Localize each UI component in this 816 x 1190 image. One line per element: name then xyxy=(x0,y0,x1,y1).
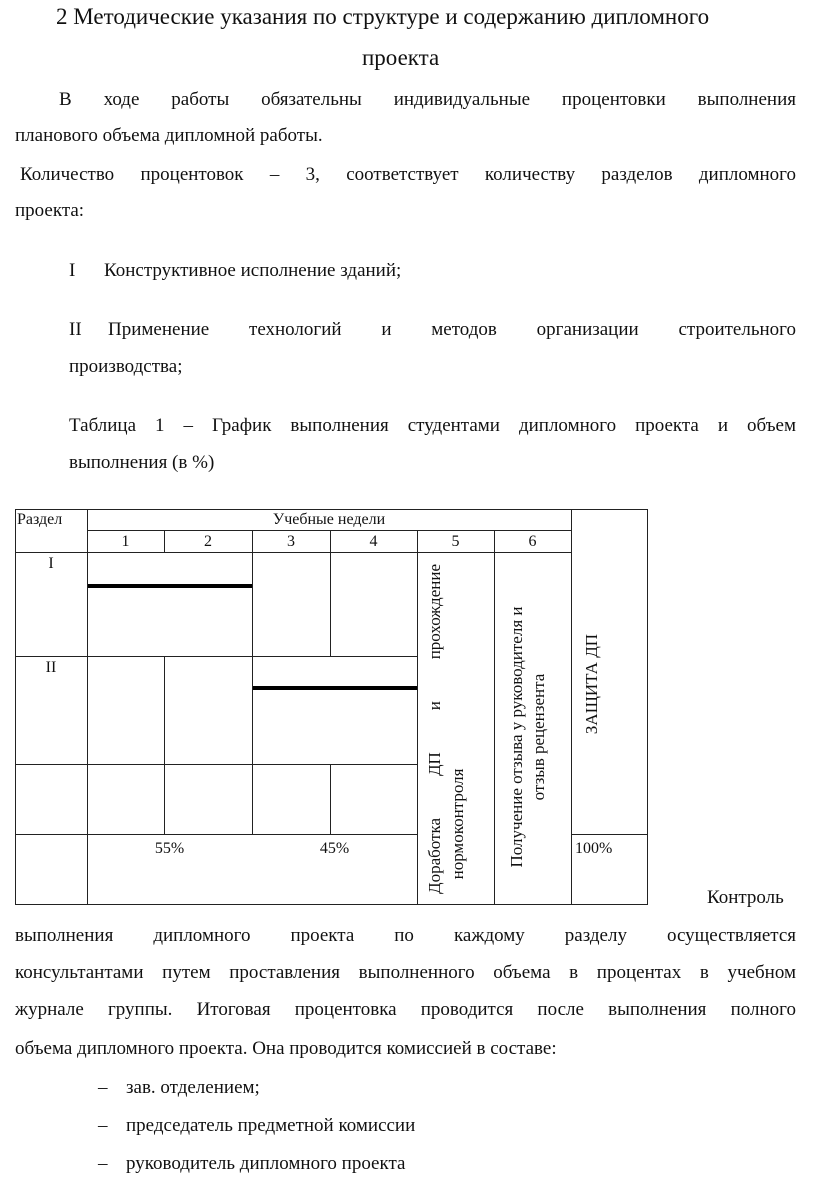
section-2-line-2: производства; xyxy=(69,356,183,377)
week-6: 6 xyxy=(528,533,537,550)
week-4: 4 xyxy=(369,533,378,550)
percent-45: 45% xyxy=(319,840,350,857)
week-2: 2 xyxy=(204,533,212,550)
para1-line-2: планового объема дипломной работы. xyxy=(15,125,323,146)
commission-item-3: руководитель дипломного проекта xyxy=(126,1153,406,1174)
after-table-line-3: журнале группы. Итоговая процентовка проводится после выполнения полного xyxy=(15,999,796,1020)
section-1-number: I xyxy=(69,260,76,281)
after-table-line-2: консультантами путем проставления выполненного объема в процентах в учебном xyxy=(15,962,796,983)
table-caption-line-2: выполнения (в %) xyxy=(69,452,215,473)
section-2-line-1: Применение технологий и методов организации строительного xyxy=(108,319,796,340)
heading-line-1: 2 Методические указания по структуре и содержанию дипломного xyxy=(56,4,710,29)
para2-line-1: Количество процентовок – 3, соответствует количеству разделов дипломного xyxy=(20,164,796,185)
col6-text-line-2: отзыв рецензента xyxy=(529,673,548,801)
percent-100: 100% xyxy=(575,840,613,857)
section-1-text: Конструктивное исполнение зданий; xyxy=(104,260,402,281)
section-2-number: II xyxy=(69,319,82,340)
col5-text-line-1: Доработка ДП и прохождение xyxy=(425,564,444,894)
week-1: 1 xyxy=(121,533,130,550)
header-weeks: Учебные недели xyxy=(272,511,386,528)
week-3: 3 xyxy=(287,533,295,550)
table-caption-line-1: Таблица 1 – График выполнения студентами дипломного проекта и объем xyxy=(69,415,796,436)
row-label-2: II xyxy=(45,659,57,676)
para1-line-1: В ходе работы обязательны индивидуальные процентовки выполнения xyxy=(59,89,796,110)
commission-dash-2: – xyxy=(98,1115,108,1136)
after-table-line-4: объема дипломного проекта. Она проводится комиссией в составе: xyxy=(15,1038,557,1059)
header-section: Раздел xyxy=(17,511,63,528)
col7-defense-text: ЗАЩИТА ДП xyxy=(582,633,601,735)
para2-line-2: проекта: xyxy=(15,200,85,221)
row-label-1: I xyxy=(48,555,54,572)
commission-item-1: зав. отделением; xyxy=(126,1077,260,1098)
col5-text-line-2: нормоконтроля xyxy=(448,768,467,880)
after-table-lead: Контроль xyxy=(707,887,784,908)
heading-line-2: проекта xyxy=(362,45,440,70)
gantt-bar-section-2 xyxy=(253,686,417,690)
commission-dash-1: – xyxy=(98,1077,108,1098)
gantt-bar-section-1 xyxy=(88,584,252,588)
commission-dash-3: – xyxy=(98,1153,108,1174)
after-table-line-1: выполнения дипломного проекта по каждому разделу осуществляется xyxy=(15,925,796,946)
schedule-table xyxy=(15,509,648,905)
commission-item-2: председатель предметной комиссии xyxy=(126,1115,416,1136)
week-5: 5 xyxy=(451,533,460,550)
percent-55: 55% xyxy=(154,840,185,857)
col6-text-line-1: Получение отзыва у руководителя и xyxy=(507,606,526,868)
